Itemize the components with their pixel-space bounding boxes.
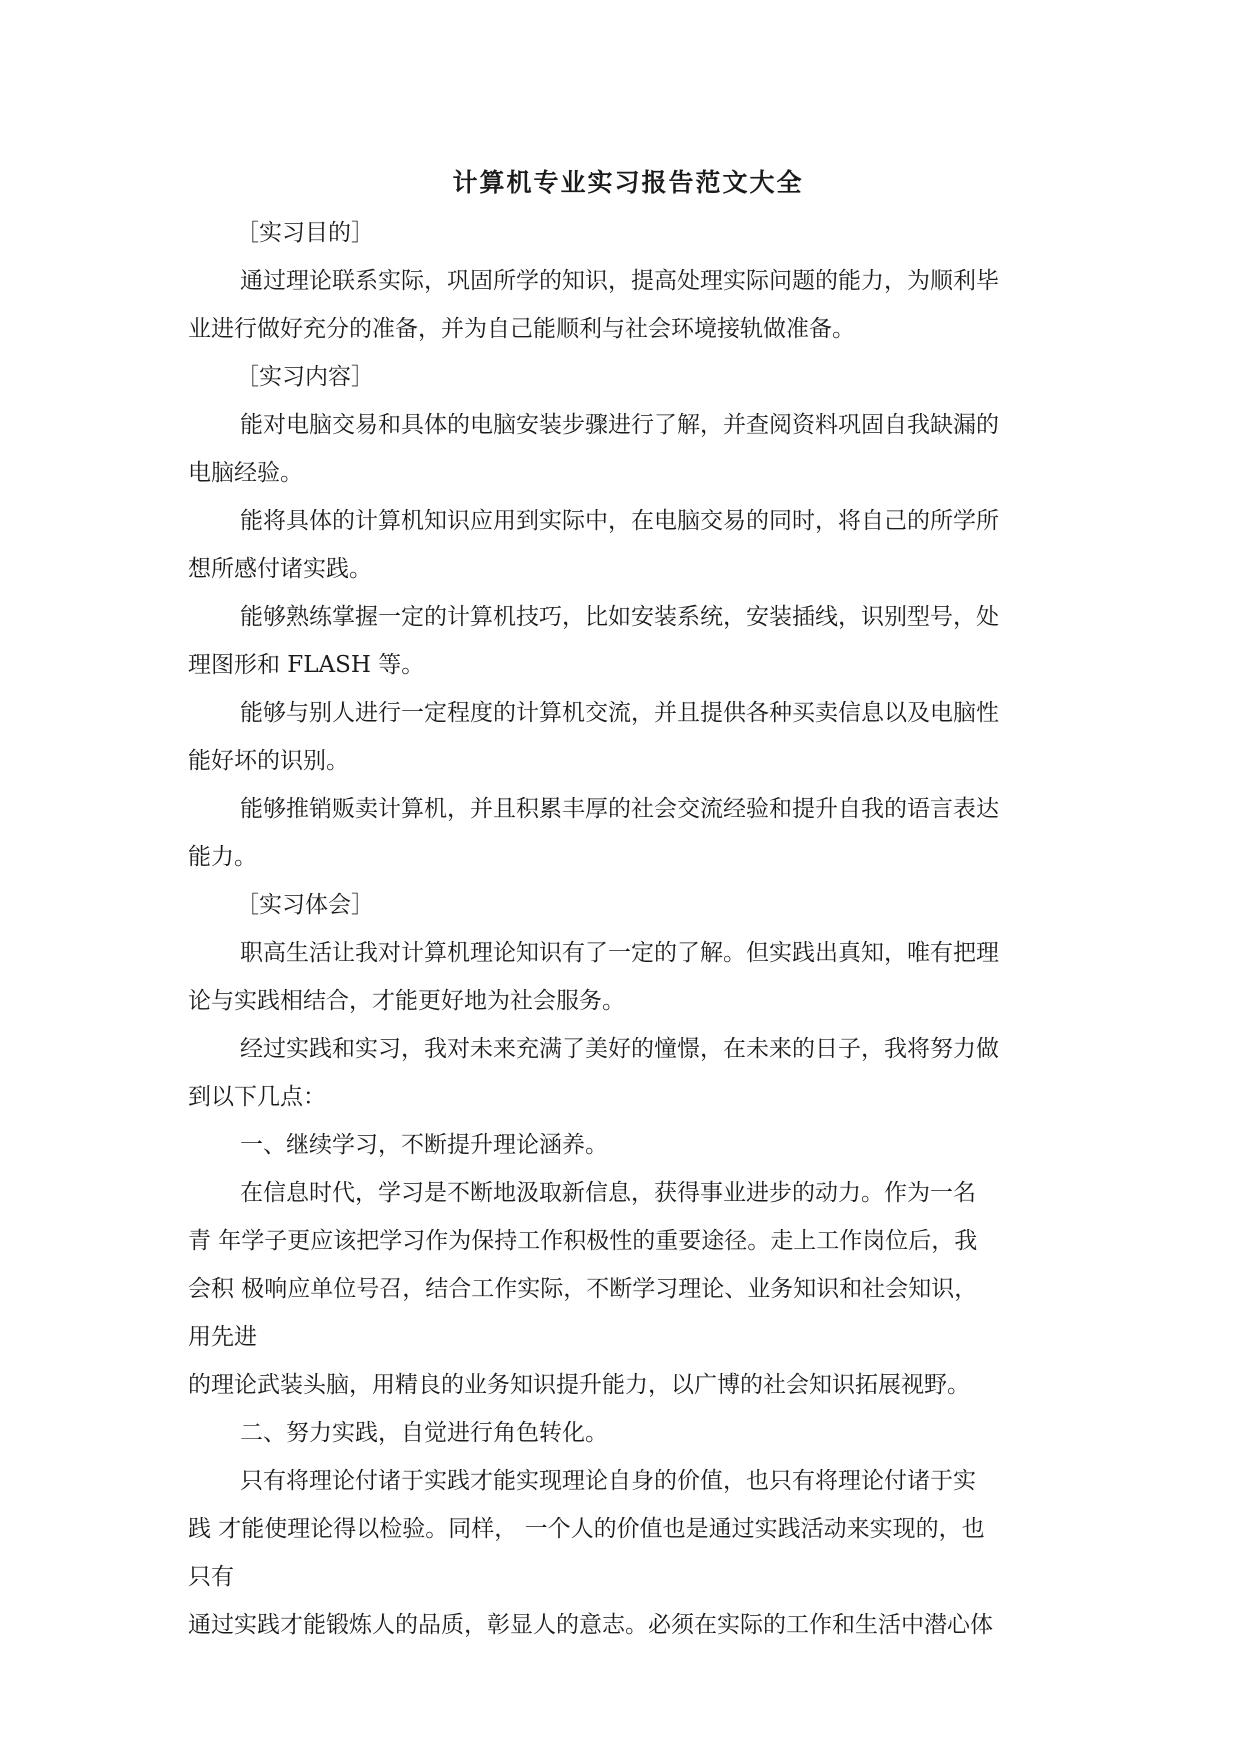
document-title: 计算机专业实习报告范文大全: [452, 168, 804, 197]
text-line: 职高生活让我对计算机理论知识有了一定的了解。但实践出真知，唯有把理: [240, 940, 999, 966]
document-body: [188, 209, 1058, 1649]
paragraph: [188, 1121, 1058, 1169]
paragraph: [188, 257, 1058, 353]
text-line: 想所感付诸实践。: [188, 556, 372, 582]
text-line: 能将具体的计算机知识应用到实际中，在电脑交易的同时，将自己的所学所: [240, 508, 999, 534]
paragraph: [188, 785, 1058, 881]
text-line: 能好坏的识别。: [188, 748, 349, 774]
text-line: 能够熟练掌握一定的计算机技巧，比如安装系统，安装插线，识别型号，处: [240, 604, 999, 630]
paragraph: [188, 1457, 1058, 1649]
text-line: 电脑经验。: [188, 460, 303, 486]
text-line: 能够与别人进行一定程度的计算机交流，并且提供各种买卖信息以及电脑性: [240, 700, 999, 726]
paragraph: [188, 1409, 1058, 1457]
text-line: 用先进: [188, 1324, 257, 1350]
text-line: 理图形和 FLASH 等。: [188, 652, 425, 678]
text-line: 青 年学子更应该把学习作为保持工作积极性的重要途径。走上工作岗位后，我: [188, 1228, 978, 1254]
text-line: ［实习内容］: [236, 364, 374, 390]
text-line: ［实习目的］: [236, 220, 374, 246]
paragraph: [188, 1169, 1058, 1409]
text-line: 会积 极响应单位号召，结合工作实际，不断学习理论、业务知识和社会知识，: [188, 1276, 978, 1302]
document-page: [188, 165, 1058, 1649]
text-line: 二、努力实践，自觉进行角色转化。: [240, 1420, 608, 1446]
section-heading: [188, 209, 1058, 257]
text-line: 到以下几点：: [188, 1084, 326, 1110]
section-heading: [188, 353, 1058, 401]
text-line: ［实习体会］: [236, 892, 374, 918]
text-line: 一、继续学习，不断提升理论涵养。: [240, 1132, 608, 1158]
text-line: 能对电脑交易和具体的电脑安装步骤进行了解，并查阅资料巩固自我缺漏的: [240, 412, 999, 438]
text-line: 的理论武装头脑，用精良的业务知识提升能力，以广博的社会知识拓展视野。: [188, 1372, 970, 1398]
paragraph: [188, 497, 1058, 593]
text-line: 经过实践和实习，我对未来充满了美好的憧憬，在未来的日子，我将努力做: [240, 1036, 999, 1062]
paragraph: [188, 401, 1058, 497]
paragraph: [188, 593, 1058, 689]
text-line: 通过理论联系实际，巩固所学的知识，提高处理实际问题的能力，为顺利毕: [240, 268, 999, 294]
text-line: 业进行做好充分的准备，并为自己能顺利与社会环境接轨做准备。: [188, 316, 855, 342]
paragraph: [188, 689, 1058, 785]
text-line: 只有将理论付诸于实践才能实现理论自身的价值，也只有将理论付诸于实: [240, 1468, 976, 1494]
text-line: 论与实践相结合，才能更好地为社会服务。: [188, 988, 625, 1014]
text-line: 通过实践才能锻炼人的品质，彰显人的意志。必须在实际的工作和生活中潜心体: [188, 1612, 993, 1638]
section-heading: [188, 881, 1058, 929]
paragraph: [188, 929, 1058, 1025]
text-line: 在信息时代，学习是不断地汲取新信息，获得事业进步的动力。作为一名: [240, 1180, 976, 1206]
text-line: 能力。: [188, 844, 257, 870]
paragraph: [188, 1025, 1058, 1121]
text-line: 只有: [188, 1564, 234, 1590]
text-line: 践 才能使理论得以检验。同样， 一个人的价值也是通过实践活动来实现的，也: [188, 1516, 985, 1542]
text-line: 能够推销贩卖计算机，并且积累丰厚的社会交流经验和提升自我的语言表达: [240, 796, 999, 822]
